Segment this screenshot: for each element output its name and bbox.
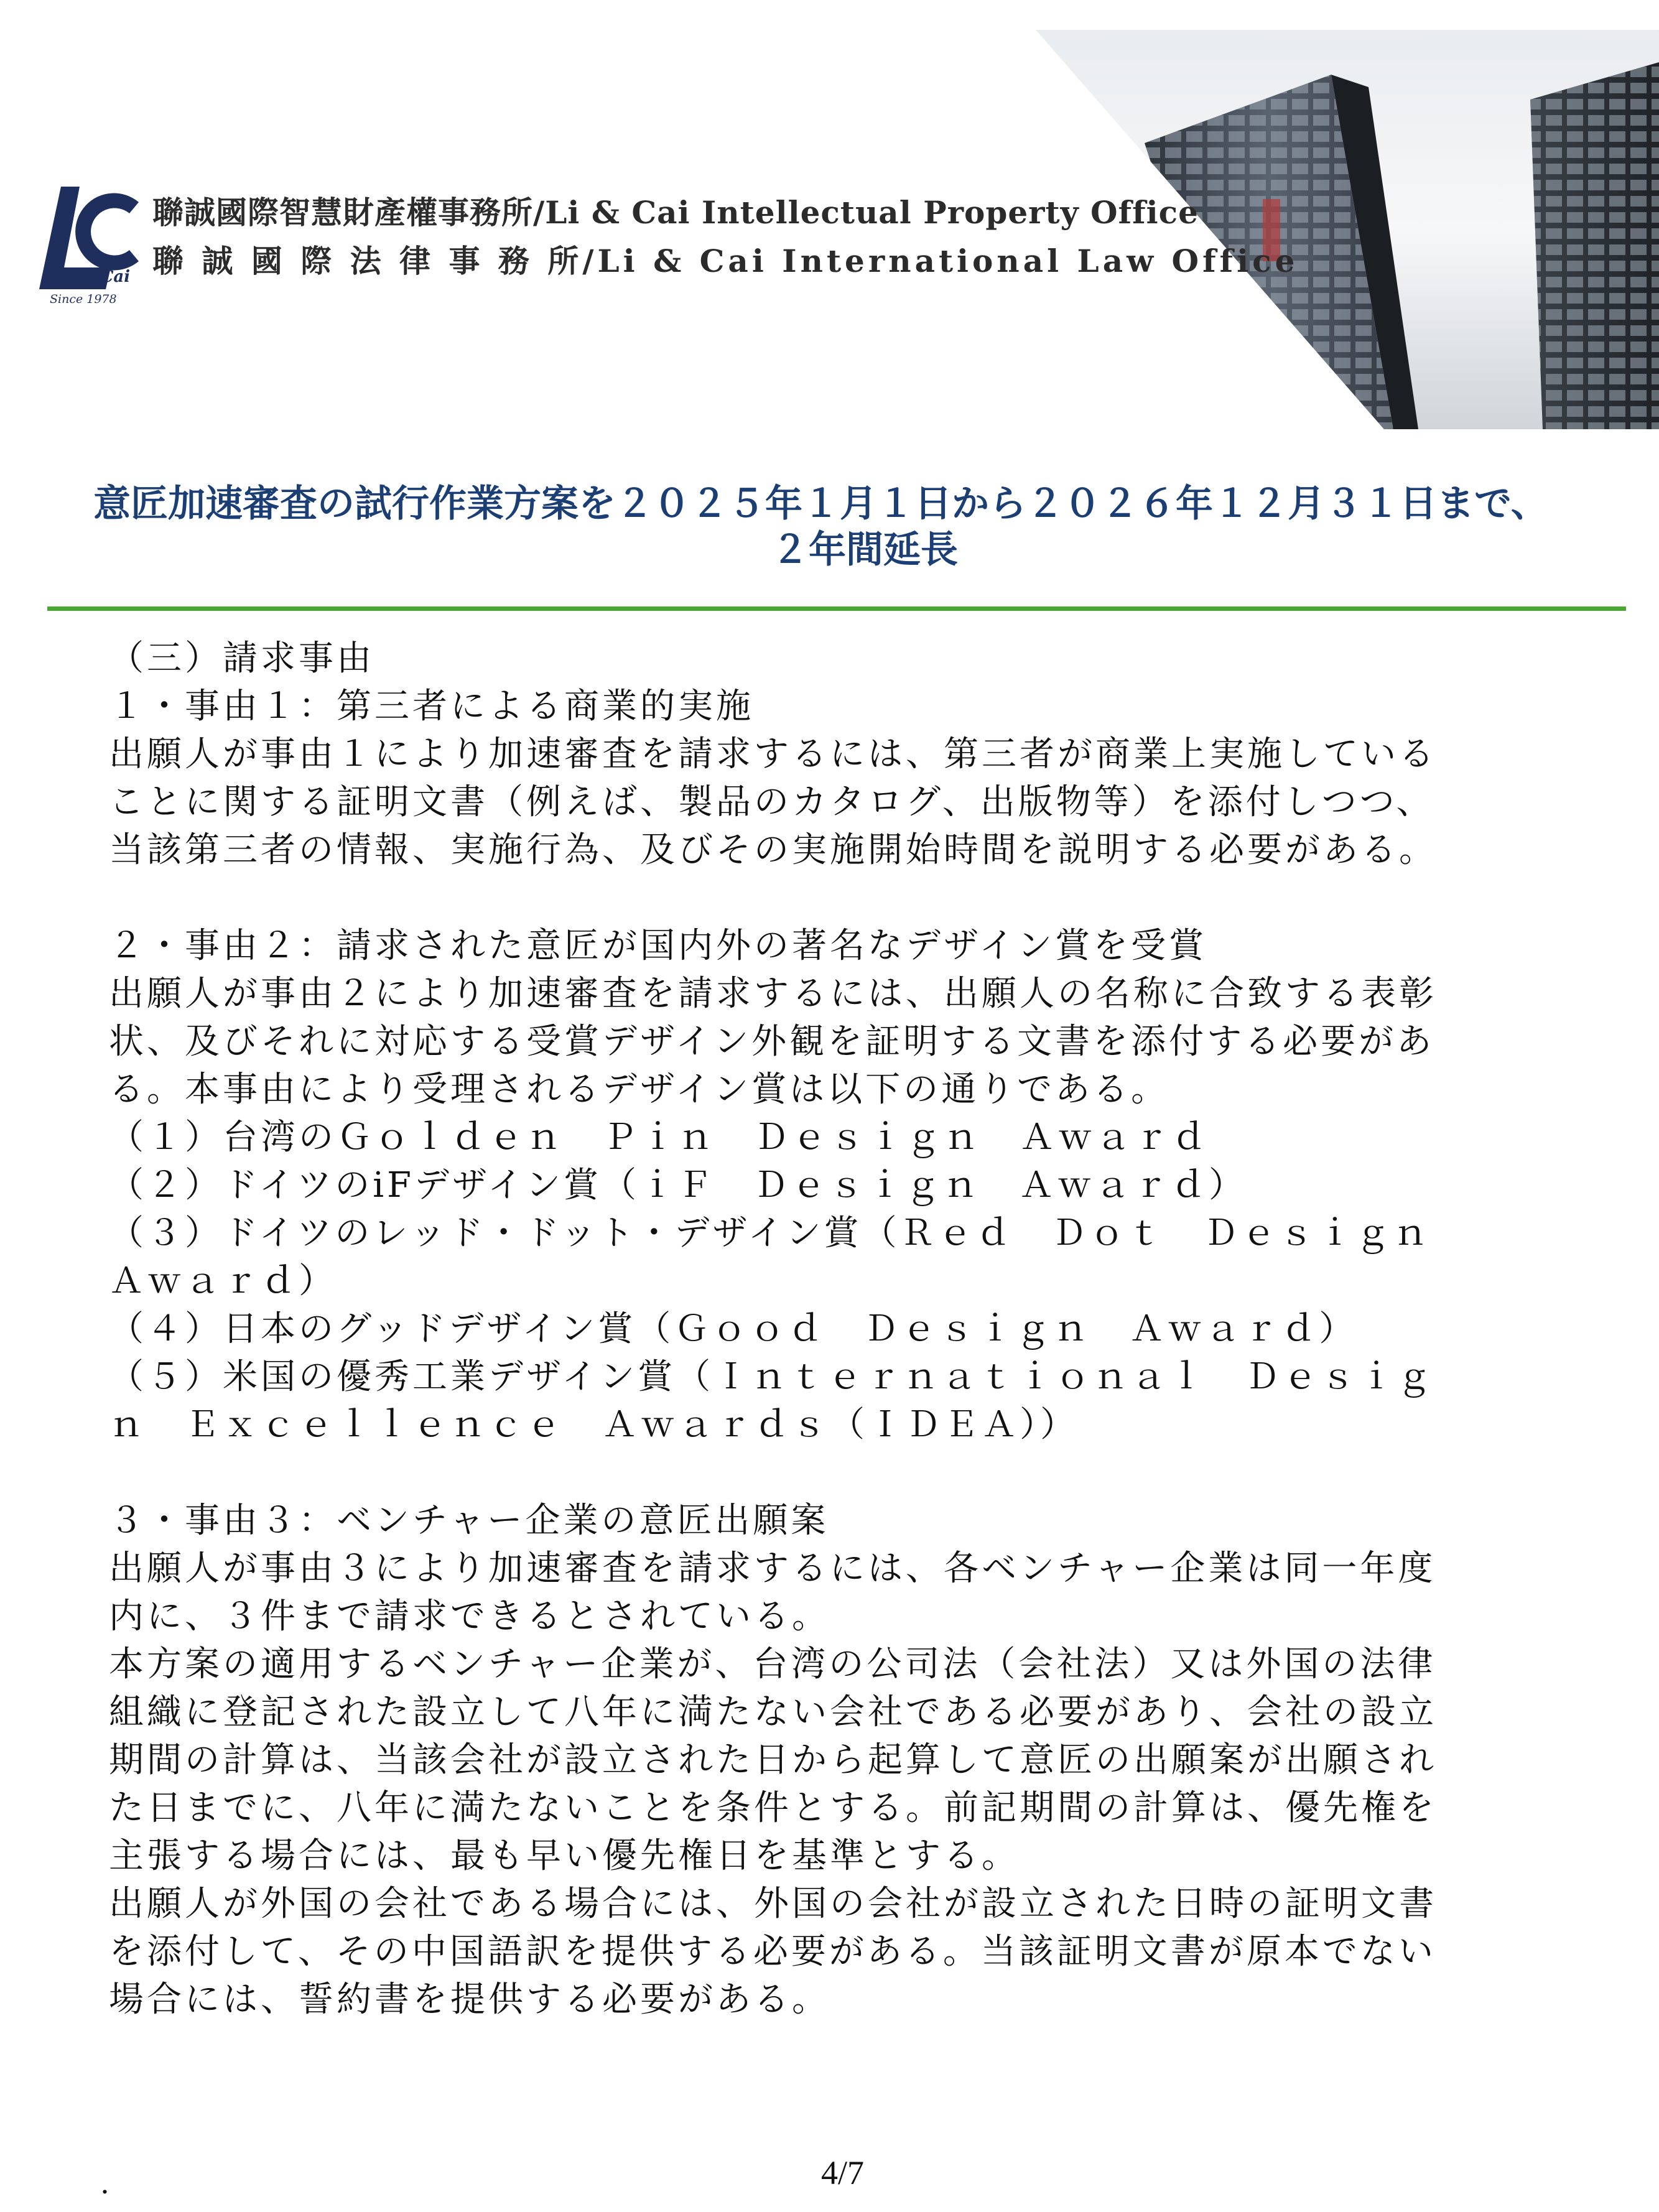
body-line: 出願人が事由１により加速審査を請求するには、第三者が商業上実施している: [109, 734, 1437, 774]
logo-since-text: Since 1978: [50, 292, 117, 306]
page-number: 4/7: [821, 2154, 865, 2191]
header: [0, 0, 1659, 448]
firm-name-law: 聯 誠 國 際 法 律 事 務 所/Li & Cai International Law Office: [152, 243, 1299, 279]
body-line: （２）ドイツのiFデザイン賞（ｉＦ Ｄｅｓｉｇｎ Ａｗａｒｄ）: [109, 1165, 1247, 1206]
document-title-line-2: ２年間延長: [771, 528, 958, 572]
body-line: 主張する場合には、最も早い優先権日を基準とする。: [109, 1836, 1020, 1876]
title-divider: [47, 606, 1626, 611]
body-line: 出願人が外国の会社である場合には、外国の会社が設立された日時の証明文書: [109, 1884, 1437, 1924]
body-line: 出願人が事由２により加速審査を請求するには、出願人の名称に合致する表彰: [109, 974, 1437, 1014]
blank-line: [109, 1449, 1564, 1497]
body-line: を添付して、その中国語訳を提供する必要がある。当該証明文書が原本でない: [109, 1931, 1436, 1972]
body-line: 組織に登記された設立して八年に満たない会社である必要があり、会社の設立: [109, 1692, 1437, 1732]
body-line: ことに関する証明文書（例えば、製品のカタログ、出版物等）を添付しつつ、: [109, 782, 1434, 822]
body-line: 出願人が事由３により加速審査を請求するには、各ベンチャー企業は同一年度: [109, 1548, 1436, 1589]
body-line: ３・事由３：ベンチャー企業の意匠出願案: [109, 1500, 829, 1541]
document-title-line-1: 意匠加速審査の試行作業方案を２０２５年１月１日から２０２６年１２月３１日まで、: [93, 482, 1548, 526]
body-line: 当該第三者の情報、実施行為、及びその実施開始時間を説明する必要がある。: [109, 830, 1437, 870]
body-line: （三）請求事由: [109, 638, 374, 679]
body-line: （３）ドイツのレッド・ドット・デザイン賞（Ｒｅｄ Ｄｏｔ Ｄｅｓｉｇｎ: [109, 1213, 1431, 1253]
body-line: Ａｗａｒｄ）: [109, 1261, 337, 1301]
body-line: 状、及びそれに対応する受賞デザイン外観を証明する文書を添付する必要があ: [109, 1021, 1435, 1062]
body-line: る。本事由により受理されるデザイン賞は以下の通りである。: [109, 1069, 1169, 1110]
logo-tagline: Li & Cai: [57, 267, 131, 286]
firm-name-ip: 聯誠國際智慧財產權事務所/Li & Cai Intellectual Property Office: [152, 194, 1199, 231]
body-line: ｎ Ｅｘｃｅｌｌｅｎｃｅ Ａｗａｒｄｓ（ＩＤＥＡ））: [109, 1405, 1078, 1445]
body-line: ２・事由２：請求された意匠が国内外の著名なデザイン賞を受賞: [109, 926, 1207, 966]
body-line: 内に、３件まで請求できるとされている。: [109, 1596, 830, 1637]
blank-line: [109, 874, 1564, 922]
body-line: （４）日本のグッドデザイン賞（Ｇｏｏｄ Ｄｅｓｉｇｎ Ａｗａｒｄ）: [109, 1309, 1357, 1349]
body-line: （１）台湾のＧｏｌｄｅｎ Ｐｉｎ Ｄｅｓｉｇｎ Ａｗａｒｄ: [109, 1117, 1209, 1158]
body-line: １・事由１：第三者による商業的実施: [109, 686, 754, 727]
body-line: 場合には、誓約書を提供する必要がある。: [109, 1979, 830, 2020]
footer-mark: .: [101, 2165, 109, 2201]
body-line: 期間の計算は、当該会社が設立された日から起算して意匠の出願案が出願され: [109, 1740, 1437, 1780]
document-body: [109, 634, 1564, 2024]
body-line: た日までに、八年に満たないことを条件とする。前記期間の計算は、優先権を: [109, 1788, 1437, 1828]
body-line: （５）米国の優秀工業デザイン賞（Ｉｎｔｅｒｎａｔｉｏｎａｌ Ｄｅｓｉｇ: [109, 1357, 1435, 1397]
body-line: 本方案の適用するベンチャー企業が、台湾の公司法（会社法）又は外国の法律: [109, 1644, 1436, 1685]
